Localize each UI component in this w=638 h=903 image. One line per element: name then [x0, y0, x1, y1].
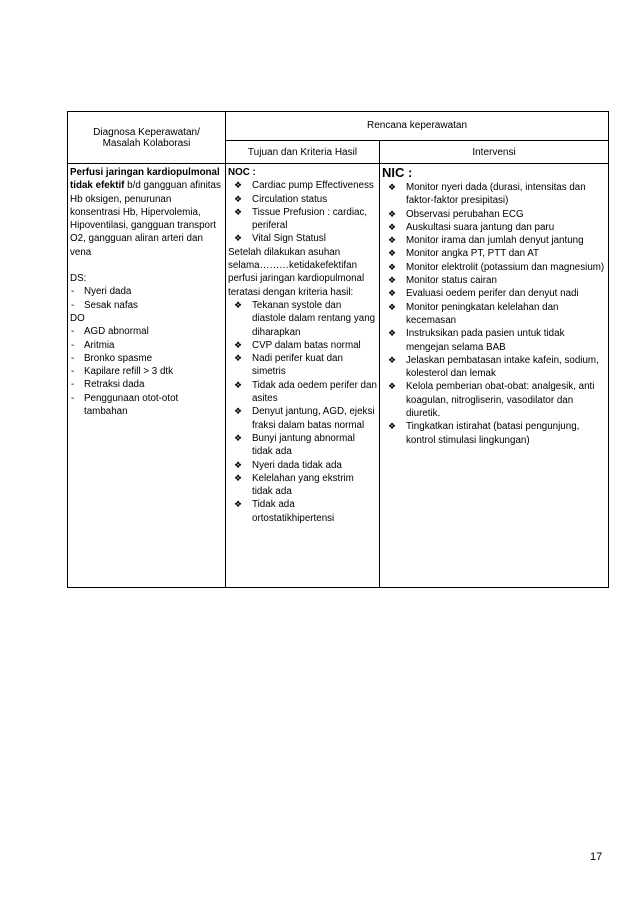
- nic-item: [382, 301, 606, 328]
- diamond-bullet-icon: ❖: [388, 208, 397, 219]
- header-intervention-label: Intervensi: [472, 146, 516, 158]
- criteria-item: [228, 498, 377, 525]
- noc-list: [228, 179, 377, 245]
- diamond-bullet-icon: ❖: [388, 182, 397, 192]
- noc-item: [228, 193, 377, 206]
- diagnosis-title: Perfusi jaringan kardiopulmonal tidak efektif: [70, 167, 220, 192]
- list-item-text: Nyeri dada: [84, 286, 132, 298]
- list-item-text: Vital Sign Statusl: [252, 233, 326, 245]
- diamond-bullet-icon: ❖: [234, 459, 243, 470]
- header-plan-label: Rencana keperawatan: [366, 120, 468, 131]
- page-number: 17: [590, 851, 603, 863]
- nic-item: [382, 380, 606, 420]
- ds-item: [70, 299, 223, 312]
- noc-title: NOC :: [228, 167, 256, 178]
- list-item-text: Evaluasi oedem perifer dan denyut nadi: [406, 288, 579, 300]
- list-item-text: Bronko spasme: [84, 352, 153, 364]
- nic-list: [382, 181, 606, 447]
- ds-label: DS:: [70, 273, 87, 285]
- diamond-bullet-icon: ❖: [388, 221, 397, 232]
- diamond-bullet-icon: ❖: [388, 354, 397, 365]
- diamond-bullet-icon: ❖: [234, 299, 243, 310]
- dash-marker: -: [71, 326, 75, 338]
- criteria-item: [228, 472, 377, 499]
- list-item-text: Cardiac pump Effectiveness: [252, 180, 374, 192]
- intervention-cell: [380, 164, 609, 588]
- do-item: [70, 325, 223, 338]
- list-item-text: CVP dalam batas normal: [252, 339, 361, 351]
- care-plan-table: [67, 111, 609, 588]
- header-diagnosis-label: Diagnosa Keperawatan/ Masalah Kolaborasi: [93, 126, 200, 149]
- list-item-text: Monitor elektrolit (potassium dan magnesium): [406, 261, 605, 273]
- nic-item: [382, 181, 606, 208]
- nic-item: [382, 247, 606, 260]
- header-outcome-label: Tujuan dan Kriteria Hasil: [247, 146, 358, 158]
- diamond-bullet-icon: ❖: [388, 328, 397, 339]
- list-item-text: Nadi perifer kuat dan simetris: [252, 353, 343, 378]
- diagnosis-description: b/d gangguan afinitas Hb oksigen, penurunan konsentrasi Hb, Hipervolemia, Hipoventilasi, gangguan transport O2, gangguan aliran arteri dan vena: [70, 180, 221, 258]
- list-item-text: Auskultasi suara jantung dan paru: [406, 221, 555, 233]
- diamond-bullet-icon: ❖: [234, 180, 243, 191]
- criteria-item: [228, 352, 377, 379]
- criteria-item: [228, 379, 377, 406]
- diamond-bullet-icon: ❖: [388, 235, 397, 246]
- do-item: [70, 339, 223, 352]
- do-item: [70, 365, 223, 378]
- do-item: [70, 378, 223, 391]
- list-item-text: Kelola pemberian obat-obat: analgesik, anti koagulan, nitrogliserin, vasodilator dan diuretik.: [406, 381, 595, 420]
- dash-marker: -: [71, 339, 75, 351]
- diamond-bullet-icon: ❖: [234, 432, 243, 443]
- nic-item: [382, 420, 606, 447]
- diamond-bullet-icon: ❖: [388, 301, 397, 312]
- do-item: [70, 392, 223, 419]
- ds-list: [70, 285, 223, 312]
- diamond-bullet-icon: ❖: [388, 288, 397, 299]
- criteria-item: [228, 405, 377, 432]
- nic-item: [382, 327, 606, 354]
- dash-marker: -: [71, 379, 75, 391]
- criteria-item: [228, 459, 377, 472]
- noc-intro: Setelah dilakukan asuhan selama………ketidakefektifan perfusi jaringan kardiopulmonal teratasi dengan kriteria hasil:: [228, 246, 365, 298]
- diamond-bullet-icon: ❖: [234, 379, 243, 390]
- diamond-bullet-icon: ❖: [388, 248, 397, 259]
- list-item-text: Sesak nafas: [84, 299, 138, 311]
- list-item-text: Kelelahan yang ekstrim tidak ada: [252, 472, 354, 498]
- dash-marker: -: [71, 366, 75, 378]
- nic-item: [382, 261, 606, 274]
- do-list: [70, 325, 223, 418]
- list-item-text: Monitor nyeri dada (durasi, intensitas dan faktor-faktor presipitasi): [406, 182, 586, 207]
- nic-item: [382, 274, 606, 287]
- list-item-text: Observasi perubahan ECG: [406, 208, 524, 220]
- nic-item: [382, 287, 606, 300]
- list-item-text: Kapilare refill > 3 dtk: [84, 366, 174, 378]
- diamond-bullet-icon: ❖: [234, 193, 243, 204]
- list-item-text: Tekanan systole dan diastole dalam rentang yang diharapkan: [252, 299, 376, 338]
- diamond-bullet-icon: ❖: [388, 421, 397, 432]
- criteria-item: [228, 339, 377, 352]
- list-item-text: Monitor peningkatan kelelahan dan kecemasan: [406, 301, 559, 326]
- list-item-text: Retraksi dada: [84, 379, 145, 391]
- do-item: [70, 352, 223, 365]
- noc-item: [228, 206, 377, 233]
- nic-title: NIC :: [382, 165, 413, 180]
- diamond-bullet-icon: ❖: [234, 472, 243, 483]
- diamond-bullet-icon: ❖: [388, 275, 397, 286]
- noc-item: [228, 179, 377, 192]
- list-item-text: Circulation status: [252, 193, 328, 205]
- list-item-text: Jelaskan pembatasan intake kafein, sodium, kolesterol dan lemak: [406, 354, 599, 380]
- criteria-list: [228, 299, 377, 525]
- ds-item: [70, 285, 223, 298]
- header-diagnosis: [68, 112, 226, 164]
- list-item-text: AGD abnormal: [84, 326, 149, 338]
- nic-item: [382, 234, 606, 247]
- diamond-bullet-icon: ❖: [234, 233, 243, 244]
- list-item-text: Tingkatkan istirahat (batasi pengunjung, kontrol stimulasi lingkungan): [406, 421, 580, 446]
- diamond-bullet-icon: ❖: [234, 353, 243, 364]
- list-item-text: Monitor status cairan: [406, 275, 497, 287]
- list-item-text: Bunyi jantung abnormal tidak ada: [252, 432, 355, 458]
- criteria-item: [228, 299, 377, 339]
- header-outcome: [226, 141, 380, 164]
- list-item-text: Denyut jantung, AGD, ejeksi fraksi dalam batas normal: [252, 406, 375, 431]
- list-item-text: Tissue Prefusion : cardiac, periferal: [252, 206, 368, 232]
- list-item-text: Nyeri dada tidak ada: [252, 459, 342, 471]
- dash-marker: -: [71, 392, 75, 404]
- do-label: DO: [70, 312, 85, 324]
- list-item-text: Aritmia: [84, 339, 115, 351]
- list-item-text: Tidak ada oedem perifer dan asites: [252, 379, 377, 405]
- header-intervention: [380, 141, 609, 164]
- diamond-bullet-icon: ❖: [388, 381, 397, 392]
- diamond-bullet-icon: ❖: [234, 406, 243, 417]
- dash-marker: -: [71, 299, 75, 311]
- list-item-text: Monitor irama dan jumlah denyut jantung: [406, 235, 584, 247]
- dash-marker: -: [71, 352, 75, 364]
- list-item-text: Instruksikan pada pasien untuk tidak mengejan selama BAB: [406, 328, 565, 353]
- diamond-bullet-icon: ❖: [234, 499, 243, 510]
- dash-marker: -: [71, 286, 75, 298]
- list-item-text: Penggunaan otot-otot tambahan: [84, 392, 179, 418]
- diamond-bullet-icon: ❖: [388, 261, 397, 272]
- diagnosis-cell: [68, 164, 226, 588]
- outcome-cell: [226, 164, 380, 588]
- criteria-item: [228, 432, 377, 459]
- list-item-text: Monitor angka PT, PTT dan AT: [406, 248, 540, 260]
- header-plan: [226, 112, 609, 141]
- nic-item: [382, 208, 606, 221]
- diamond-bullet-icon: ❖: [234, 339, 243, 350]
- nic-item: [382, 221, 606, 234]
- noc-item: [228, 232, 377, 245]
- list-item-text: Tidak ada ortostatikhipertensi: [252, 499, 335, 524]
- diagnosis-text: [70, 166, 223, 259]
- diamond-bullet-icon: ❖: [234, 206, 243, 217]
- nic-item: [382, 354, 606, 381]
